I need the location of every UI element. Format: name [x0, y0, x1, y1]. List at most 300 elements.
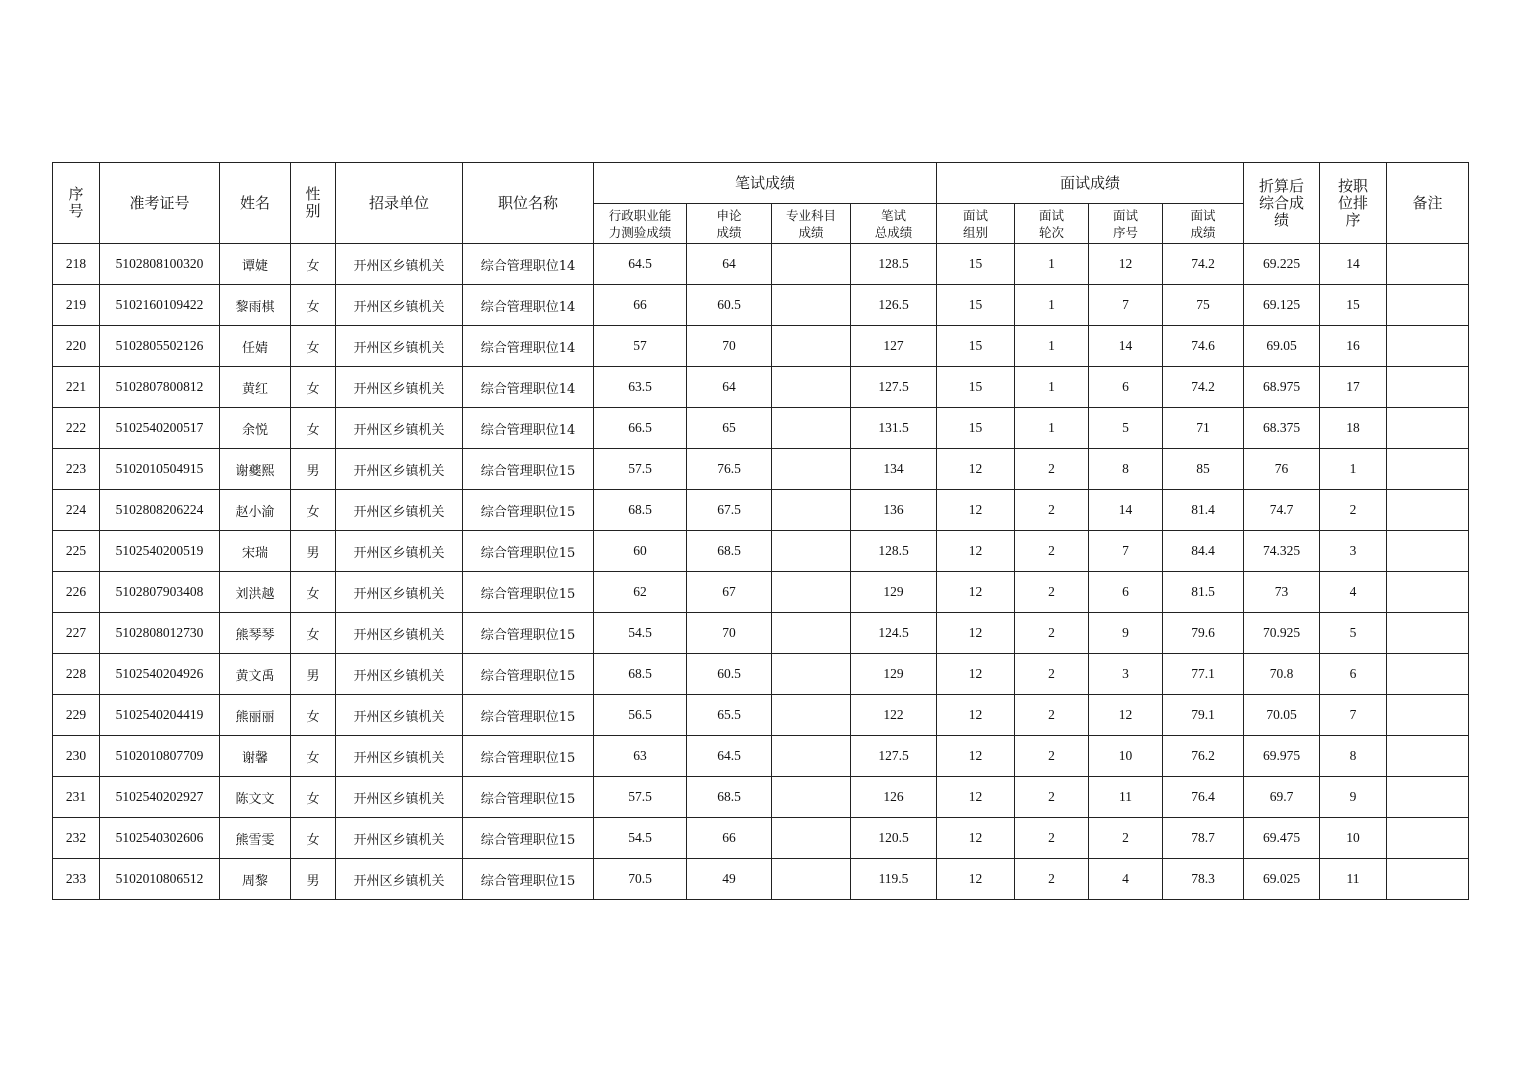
table-row — [53, 613, 1469, 654]
cell-interview-score: 84.4 — [1163, 531, 1244, 572]
cell-xingce: 62 — [594, 572, 687, 613]
cell-interview-group: 12 — [937, 654, 1015, 695]
cell-interview-group: 12 — [937, 777, 1015, 818]
cell-written-total: 134 — [851, 449, 937, 490]
cell-gender: 女 — [291, 285, 336, 326]
cell-position: 综合管理职位15 — [463, 777, 594, 818]
cell-interview-group: 12 — [937, 859, 1015, 900]
cell-interview-score: 81.5 — [1163, 572, 1244, 613]
cell-ticket: 5102540204419 — [100, 695, 220, 736]
cell-remark — [1387, 367, 1469, 408]
cell-remark — [1387, 859, 1469, 900]
cell-shenlun: 64.5 — [687, 736, 772, 777]
cell-unit: 开州区乡镇机关 — [336, 613, 463, 654]
cell-interview-group: 12 — [937, 490, 1015, 531]
cell-combined: 70.925 — [1244, 613, 1320, 654]
cell-written-total: 131.5 — [851, 408, 937, 449]
cell-unit: 开州区乡镇机关 — [336, 818, 463, 859]
cell-interview-order: 12 — [1089, 695, 1163, 736]
cell-interview-round: 2 — [1015, 531, 1089, 572]
cell-shenlun: 70 — [687, 613, 772, 654]
cell-zhuanye — [772, 859, 851, 900]
cell-combined: 74.325 — [1244, 531, 1320, 572]
header-zhuanye: 专业科目 成绩 — [772, 204, 851, 244]
cell-ticket: 5102540200517 — [100, 408, 220, 449]
cell-zhuanye — [772, 613, 851, 654]
cell-name: 赵小渝 — [220, 490, 291, 531]
cell-shenlun: 68.5 — [687, 531, 772, 572]
cell-gender: 女 — [291, 613, 336, 654]
cell-interview-order: 7 — [1089, 531, 1163, 572]
header-gender: 性 别 — [291, 163, 336, 244]
table-row — [53, 285, 1469, 326]
cell-interview-score: 79.1 — [1163, 695, 1244, 736]
table-row — [53, 654, 1469, 695]
cell-interview-order: 5 — [1089, 408, 1163, 449]
cell-interview-score: 77.1 — [1163, 654, 1244, 695]
cell-interview-group: 12 — [937, 736, 1015, 777]
cell-zhuanye — [772, 695, 851, 736]
table-row — [53, 326, 1469, 367]
cell-rank: 17 — [1320, 367, 1387, 408]
cell-rank: 10 — [1320, 818, 1387, 859]
cell-interview-group: 12 — [937, 531, 1015, 572]
cell-written-total: 129 — [851, 572, 937, 613]
header-interview-order: 面试 序号 — [1089, 204, 1163, 244]
cell-position: 综合管理职位15 — [463, 490, 594, 531]
cell-interview-order: 6 — [1089, 572, 1163, 613]
cell-gender: 女 — [291, 490, 336, 531]
cell-gender: 男 — [291, 859, 336, 900]
cell-gender: 女 — [291, 695, 336, 736]
cell-remark — [1387, 490, 1469, 531]
cell-combined: 68.975 — [1244, 367, 1320, 408]
cell-seq: 223 — [53, 449, 100, 490]
cell-interview-round: 2 — [1015, 572, 1089, 613]
cell-name: 宋瑞 — [220, 531, 291, 572]
header-name: 姓名 — [220, 163, 291, 244]
cell-interview-group: 12 — [937, 613, 1015, 654]
cell-ticket: 5102808100320 — [100, 244, 220, 285]
cell-written-total: 124.5 — [851, 613, 937, 654]
cell-combined: 69.7 — [1244, 777, 1320, 818]
cell-name: 周黎 — [220, 859, 291, 900]
cell-gender: 女 — [291, 408, 336, 449]
table-row — [53, 408, 1469, 449]
cell-gender: 女 — [291, 736, 336, 777]
cell-interview-group: 15 — [937, 367, 1015, 408]
header-seq: 序 号 — [53, 163, 100, 244]
cell-seq: 229 — [53, 695, 100, 736]
cell-position: 综合管理职位14 — [463, 285, 594, 326]
cell-xingce: 63 — [594, 736, 687, 777]
header-position: 职位名称 — [463, 163, 594, 244]
cell-written-total: 129 — [851, 654, 937, 695]
header-written-total: 笔试 总成绩 — [851, 204, 937, 244]
table-row — [53, 490, 1469, 531]
cell-interview-round: 1 — [1015, 244, 1089, 285]
results-table — [52, 162, 1469, 900]
cell-interview-score: 76.2 — [1163, 736, 1244, 777]
cell-interview-score: 74.2 — [1163, 367, 1244, 408]
cell-interview-round: 2 — [1015, 613, 1089, 654]
cell-xingce: 70.5 — [594, 859, 687, 900]
cell-position: 综合管理职位14 — [463, 244, 594, 285]
cell-interview-score: 78.7 — [1163, 818, 1244, 859]
header-remark: 备注 — [1387, 163, 1469, 244]
cell-ticket: 5102807903408 — [100, 572, 220, 613]
cell-seq: 232 — [53, 818, 100, 859]
cell-seq: 218 — [53, 244, 100, 285]
cell-seq: 220 — [53, 326, 100, 367]
cell-position: 综合管理职位14 — [463, 367, 594, 408]
cell-shenlun: 60.5 — [687, 285, 772, 326]
cell-remark — [1387, 654, 1469, 695]
header-combined: 折算后 综合成 绩 — [1244, 163, 1320, 244]
cell-remark — [1387, 613, 1469, 654]
cell-rank: 14 — [1320, 244, 1387, 285]
cell-interview-score: 85 — [1163, 449, 1244, 490]
cell-xingce: 68.5 — [594, 654, 687, 695]
cell-gender: 女 — [291, 777, 336, 818]
cell-interview-group: 12 — [937, 449, 1015, 490]
header-ticket: 准考证号 — [100, 163, 220, 244]
cell-unit: 开州区乡镇机关 — [336, 572, 463, 613]
cell-interview-round: 1 — [1015, 408, 1089, 449]
cell-rank: 8 — [1320, 736, 1387, 777]
header-rank: 按职 位排 序 — [1320, 163, 1387, 244]
table-row — [53, 859, 1469, 900]
cell-unit: 开州区乡镇机关 — [336, 859, 463, 900]
cell-rank: 4 — [1320, 572, 1387, 613]
cell-seq: 222 — [53, 408, 100, 449]
cell-interview-score: 71 — [1163, 408, 1244, 449]
table-row — [53, 367, 1469, 408]
cell-rank: 2 — [1320, 490, 1387, 531]
cell-interview-order: 4 — [1089, 859, 1163, 900]
cell-shenlun: 60.5 — [687, 654, 772, 695]
cell-position: 综合管理职位15 — [463, 654, 594, 695]
cell-remark — [1387, 777, 1469, 818]
table-row — [53, 818, 1469, 859]
cell-ticket: 5102805502126 — [100, 326, 220, 367]
header-interview-round: 面试 轮次 — [1015, 204, 1089, 244]
header-unit: 招录单位 — [336, 163, 463, 244]
cell-interview-group: 15 — [937, 408, 1015, 449]
table-row — [53, 695, 1469, 736]
cell-xingce: 57.5 — [594, 449, 687, 490]
cell-written-total: 126.5 — [851, 285, 937, 326]
cell-position: 综合管理职位15 — [463, 449, 594, 490]
cell-written-total: 128.5 — [851, 531, 937, 572]
cell-shenlun: 67.5 — [687, 490, 772, 531]
cell-position: 综合管理职位15 — [463, 736, 594, 777]
cell-xingce: 56.5 — [594, 695, 687, 736]
cell-remark — [1387, 408, 1469, 449]
cell-interview-group: 12 — [937, 695, 1015, 736]
cell-interview-score: 79.6 — [1163, 613, 1244, 654]
cell-name: 谢馨 — [220, 736, 291, 777]
cell-ticket: 5102540200519 — [100, 531, 220, 572]
cell-interview-score: 76.4 — [1163, 777, 1244, 818]
cell-zhuanye — [772, 572, 851, 613]
cell-interview-order: 14 — [1089, 490, 1163, 531]
cell-remark — [1387, 244, 1469, 285]
cell-xingce: 54.5 — [594, 818, 687, 859]
cell-zhuanye — [772, 408, 851, 449]
cell-interview-group: 15 — [937, 326, 1015, 367]
cell-interview-order: 14 — [1089, 326, 1163, 367]
cell-position: 综合管理职位15 — [463, 818, 594, 859]
cell-xingce: 66 — [594, 285, 687, 326]
cell-zhuanye — [772, 367, 851, 408]
cell-rank: 18 — [1320, 408, 1387, 449]
cell-shenlun: 68.5 — [687, 777, 772, 818]
cell-ticket: 5102808206224 — [100, 490, 220, 531]
cell-combined: 69.225 — [1244, 244, 1320, 285]
cell-interview-group: 15 — [937, 244, 1015, 285]
header-interview-score: 面试 成绩 — [1163, 204, 1244, 244]
cell-interview-order: 8 — [1089, 449, 1163, 490]
cell-seq: 227 — [53, 613, 100, 654]
cell-position: 综合管理职位15 — [463, 572, 594, 613]
cell-shenlun: 66 — [687, 818, 772, 859]
cell-written-total: 136 — [851, 490, 937, 531]
header-shenlun: 申论 成绩 — [687, 204, 772, 244]
cell-zhuanye — [772, 777, 851, 818]
cell-interview-order: 6 — [1089, 367, 1163, 408]
cell-unit: 开州区乡镇机关 — [336, 408, 463, 449]
cell-remark — [1387, 818, 1469, 859]
table-row — [53, 736, 1469, 777]
table-row — [53, 572, 1469, 613]
cell-zhuanye — [772, 654, 851, 695]
cell-rank: 16 — [1320, 326, 1387, 367]
cell-unit: 开州区乡镇机关 — [336, 490, 463, 531]
cell-interview-score: 74.2 — [1163, 244, 1244, 285]
cell-interview-group: 12 — [937, 572, 1015, 613]
cell-interview-score: 75 — [1163, 285, 1244, 326]
cell-zhuanye — [772, 531, 851, 572]
cell-gender: 女 — [291, 244, 336, 285]
cell-shenlun: 64 — [687, 244, 772, 285]
cell-gender: 女 — [291, 818, 336, 859]
cell-written-total: 127 — [851, 326, 937, 367]
cell-written-total: 120.5 — [851, 818, 937, 859]
cell-remark — [1387, 695, 1469, 736]
cell-shenlun: 65 — [687, 408, 772, 449]
cell-rank: 5 — [1320, 613, 1387, 654]
table-body — [53, 244, 1469, 900]
cell-zhuanye — [772, 326, 851, 367]
cell-seq: 226 — [53, 572, 100, 613]
cell-rank: 11 — [1320, 859, 1387, 900]
cell-seq: 219 — [53, 285, 100, 326]
cell-xingce: 54.5 — [594, 613, 687, 654]
cell-interview-round: 1 — [1015, 367, 1089, 408]
cell-rank: 15 — [1320, 285, 1387, 326]
cell-shenlun: 67 — [687, 572, 772, 613]
cell-zhuanye — [772, 285, 851, 326]
cell-combined: 69.05 — [1244, 326, 1320, 367]
cell-interview-round: 1 — [1015, 326, 1089, 367]
cell-combined: 69.125 — [1244, 285, 1320, 326]
cell-gender: 男 — [291, 531, 336, 572]
cell-unit: 开州区乡镇机关 — [336, 285, 463, 326]
cell-shenlun: 70 — [687, 326, 772, 367]
cell-name: 熊雪雯 — [220, 818, 291, 859]
cell-rank: 7 — [1320, 695, 1387, 736]
cell-position: 综合管理职位15 — [463, 613, 594, 654]
cell-written-total: 127.5 — [851, 736, 937, 777]
cell-shenlun: 64 — [687, 367, 772, 408]
table-row — [53, 777, 1469, 818]
cell-interview-round: 1 — [1015, 285, 1089, 326]
cell-unit: 开州区乡镇机关 — [336, 244, 463, 285]
cell-unit: 开州区乡镇机关 — [336, 367, 463, 408]
cell-combined: 69.975 — [1244, 736, 1320, 777]
cell-zhuanye — [772, 244, 851, 285]
cell-zhuanye — [772, 449, 851, 490]
cell-ticket: 5102807800812 — [100, 367, 220, 408]
header-written-group: 笔试成绩 — [594, 163, 937, 204]
cell-position: 综合管理职位15 — [463, 859, 594, 900]
cell-written-total: 128.5 — [851, 244, 937, 285]
cell-remark — [1387, 531, 1469, 572]
cell-seq: 230 — [53, 736, 100, 777]
cell-unit: 开州区乡镇机关 — [336, 654, 463, 695]
cell-xingce: 57 — [594, 326, 687, 367]
cell-interview-round: 2 — [1015, 654, 1089, 695]
table-row — [53, 244, 1469, 285]
cell-combined: 74.7 — [1244, 490, 1320, 531]
cell-remark — [1387, 449, 1469, 490]
cell-interview-order: 2 — [1089, 818, 1163, 859]
cell-name: 熊丽丽 — [220, 695, 291, 736]
cell-interview-order: 9 — [1089, 613, 1163, 654]
cell-ticket: 5102540302606 — [100, 818, 220, 859]
cell-rank: 6 — [1320, 654, 1387, 695]
cell-interview-round: 2 — [1015, 695, 1089, 736]
cell-seq: 233 — [53, 859, 100, 900]
cell-seq: 221 — [53, 367, 100, 408]
cell-zhuanye — [772, 818, 851, 859]
cell-zhuanye — [772, 736, 851, 777]
cell-gender: 女 — [291, 572, 336, 613]
cell-xingce: 68.5 — [594, 490, 687, 531]
cell-name: 黄文禹 — [220, 654, 291, 695]
cell-unit: 开州区乡镇机关 — [336, 449, 463, 490]
cell-interview-order: 12 — [1089, 244, 1163, 285]
cell-ticket: 5102540202927 — [100, 777, 220, 818]
cell-unit: 开州区乡镇机关 — [336, 736, 463, 777]
header-xingce: 行政职业能 力测验成绩 — [594, 204, 687, 244]
cell-ticket: 5102010504915 — [100, 449, 220, 490]
cell-gender: 男 — [291, 449, 336, 490]
cell-remark — [1387, 736, 1469, 777]
cell-unit: 开州区乡镇机关 — [336, 531, 463, 572]
cell-name: 谭婕 — [220, 244, 291, 285]
cell-ticket: 5102160109422 — [100, 285, 220, 326]
cell-unit: 开州区乡镇机关 — [336, 695, 463, 736]
table-row — [53, 531, 1469, 572]
cell-combined: 73 — [1244, 572, 1320, 613]
cell-interview-round: 2 — [1015, 859, 1089, 900]
cell-combined: 69.475 — [1244, 818, 1320, 859]
cell-name: 任婧 — [220, 326, 291, 367]
cell-position: 综合管理职位15 — [463, 695, 594, 736]
cell-gender: 女 — [291, 326, 336, 367]
cell-combined: 68.375 — [1244, 408, 1320, 449]
cell-combined: 70.05 — [1244, 695, 1320, 736]
cell-name: 熊琴琴 — [220, 613, 291, 654]
cell-ticket: 5102010807709 — [100, 736, 220, 777]
cell-remark — [1387, 326, 1469, 367]
cell-interview-round: 2 — [1015, 818, 1089, 859]
cell-name: 谢夔熙 — [220, 449, 291, 490]
cell-position: 综合管理职位15 — [463, 531, 594, 572]
cell-interview-round: 2 — [1015, 490, 1089, 531]
cell-interview-score: 74.6 — [1163, 326, 1244, 367]
cell-combined: 69.025 — [1244, 859, 1320, 900]
cell-rank: 3 — [1320, 531, 1387, 572]
cell-interview-round: 2 — [1015, 777, 1089, 818]
cell-interview-group: 12 — [937, 818, 1015, 859]
cell-name: 黎雨棋 — [220, 285, 291, 326]
cell-seq: 228 — [53, 654, 100, 695]
cell-written-total: 127.5 — [851, 367, 937, 408]
cell-position: 综合管理职位14 — [463, 326, 594, 367]
cell-interview-round: 2 — [1015, 449, 1089, 490]
cell-interview-round: 2 — [1015, 736, 1089, 777]
cell-seq: 231 — [53, 777, 100, 818]
cell-xingce: 57.5 — [594, 777, 687, 818]
cell-name: 刘洪越 — [220, 572, 291, 613]
cell-interview-order: 10 — [1089, 736, 1163, 777]
cell-written-total: 126 — [851, 777, 937, 818]
table-row — [53, 449, 1469, 490]
cell-shenlun: 65.5 — [687, 695, 772, 736]
cell-name: 余悦 — [220, 408, 291, 449]
cell-name: 陈文文 — [220, 777, 291, 818]
cell-interview-score: 78.3 — [1163, 859, 1244, 900]
cell-seq: 224 — [53, 490, 100, 531]
cell-unit: 开州区乡镇机关 — [336, 326, 463, 367]
cell-unit: 开州区乡镇机关 — [336, 777, 463, 818]
cell-shenlun: 76.5 — [687, 449, 772, 490]
cell-interview-group: 15 — [937, 285, 1015, 326]
cell-interview-order: 3 — [1089, 654, 1163, 695]
cell-interview-order: 7 — [1089, 285, 1163, 326]
header-interview-group: 面试成绩 — [937, 163, 1244, 204]
cell-rank: 1 — [1320, 449, 1387, 490]
cell-rank: 9 — [1320, 777, 1387, 818]
cell-ticket: 5102808012730 — [100, 613, 220, 654]
cell-combined: 70.8 — [1244, 654, 1320, 695]
cell-interview-score: 81.4 — [1163, 490, 1244, 531]
cell-combined: 76 — [1244, 449, 1320, 490]
cell-interview-order: 11 — [1089, 777, 1163, 818]
cell-written-total: 119.5 — [851, 859, 937, 900]
cell-remark — [1387, 572, 1469, 613]
cell-name: 黄红 — [220, 367, 291, 408]
cell-zhuanye — [772, 490, 851, 531]
cell-gender: 男 — [291, 654, 336, 695]
cell-written-total: 122 — [851, 695, 937, 736]
cell-seq: 225 — [53, 531, 100, 572]
cell-remark — [1387, 285, 1469, 326]
cell-xingce: 63.5 — [594, 367, 687, 408]
